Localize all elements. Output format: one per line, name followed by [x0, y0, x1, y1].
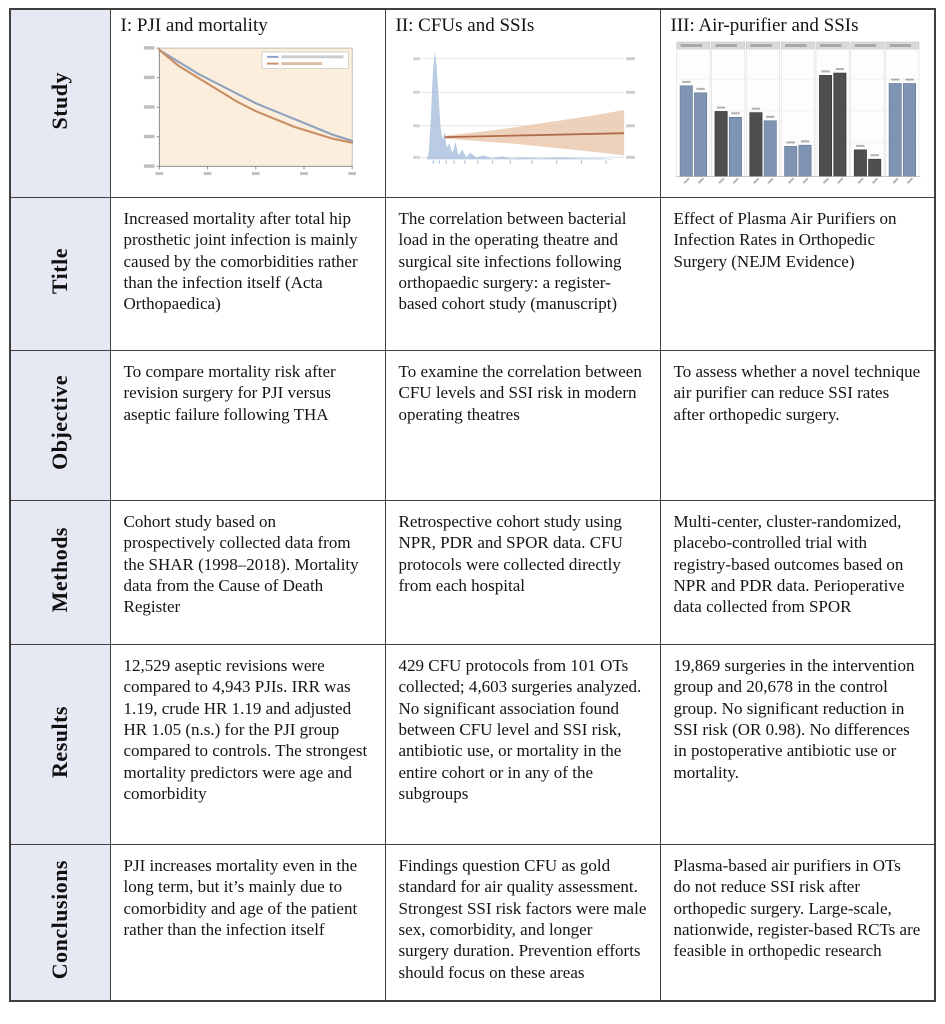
studies-summary-table: [9, 8, 936, 1002]
survival-curves-thumbnail: [140, 40, 358, 188]
title-cell-1: Increased mortality after total hip prosthetic joint infection is mainly caused by the comorbidities rather than the infection itself (Acta Orthopaedica): [110, 197, 385, 350]
faceted-bars-thumbnail: [675, 40, 921, 186]
conclusions-cell-3: Plasma-based air purifiers in OTs do not reduce SSI risk after orthopedic surgery. Large-scale, nationwide, register-based RCTs are feasible in orthopedic research: [660, 844, 935, 1001]
row-label-title: [10, 197, 110, 350]
results-cell-3: 19,869 surgeries in the intervention group and 20,678 in the control group. No significant reduction in SSI risk (OR 0.98). No differences in postoperative antibiotic use or mortality.: [660, 644, 935, 844]
row-label-methods-text: Methods: [47, 527, 73, 613]
study-panel-title-3: III: Air-purifier and SSIs: [670, 15, 859, 36]
study-cell-2: [385, 9, 660, 197]
methods-cell-3: Multi-center, cluster-randomized, placebo-controlled trial with registry-based outcomes based on NPR and PDR data. Perioperative data collected from SPOR: [660, 500, 935, 644]
table-row-conclusions: [10, 844, 935, 1001]
chart-wrap-3: [671, 40, 927, 191]
row-label-conclusions-text: Conclusions: [47, 860, 73, 980]
row-label-methods: [10, 500, 110, 644]
objective-cell-1: To compare mortality risk after revision surgery for PJI versus aseptic failure following THA: [110, 350, 385, 500]
row-label-study-text: Study: [47, 72, 73, 130]
row-label-study: [10, 9, 110, 197]
study-cell-3: [660, 9, 935, 197]
methods-cell-2: Retrospective cohort study using NPR, PDR and SPOR data. CFU protocols were collected directly from each hospital: [385, 500, 660, 644]
objective-cell-2: To examine the correlation between CFU levels and SSI risk in modern operating theatres: [385, 350, 660, 500]
methods-cell-1: Cohort study based on prospectively collected data from the SHAR (1998–2018). Mortality data from the Cause of Death Register: [110, 500, 385, 644]
title-cell-3: Effect of Plasma Air Purifiers on Infection Rates in Orthopedic Surgery (NEJM Evidence): [660, 197, 935, 350]
row-label-title-text: Title: [47, 248, 73, 295]
conclusions-cell-1: PJI increases mortality even in the long term, but it’s mainly due to comorbidity and age of the patient rather than the infection itself: [110, 844, 385, 1001]
row-label-objective: [10, 350, 110, 500]
chart-wrap-2: [396, 40, 652, 185]
row-label-objective-text: Objective: [47, 375, 73, 471]
chart-wrap-1: [121, 40, 377, 193]
study-panel-title-1: I: PJI and mortality: [120, 15, 268, 36]
results-cell-1: 12,529 aseptic revisions were compared to 4,943 PJIs. IRR was 1.19, crude HR 1.19 and adjusted HR 1.05 (n.s.) for the PJI group compared to controls. The strongest mortality predictors were age and comorbidity: [110, 644, 385, 844]
cfu-density-band-thumbnail: [413, 40, 635, 180]
table-row-title: [10, 197, 935, 350]
row-label-results: [10, 644, 110, 844]
table-row-objective: [10, 350, 935, 500]
conclusions-cell-2: Findings question CFU as gold standard for air quality assessment. Strongest SSI risk factors were male sex, comorbidity, and longer surgery duration. Prevention efforts should focus on these areas: [385, 844, 660, 1001]
objective-cell-3: To assess whether a novel technique air purifier can reduce SSI rates after orthopedic surgery.: [660, 350, 935, 500]
study-panel-title-2: II: CFUs and SSIs: [395, 15, 535, 36]
study-cell-1: [110, 9, 385, 197]
table-row-results: [10, 644, 935, 844]
row-label-results-text: Results: [47, 705, 73, 778]
table-row-methods: [10, 500, 935, 644]
results-cell-2: 429 CFU protocols from 101 OTs collected; 4,603 surgeries analyzed. No significant association found between CFU level and SSI risk, antibiotic use, or mortality in the entire cohort or in any of the subgroups: [385, 644, 660, 844]
row-label-conclusions: [10, 844, 110, 1001]
title-cell-2: The correlation between bacterial load in the operating theatre and surgical site infections following orthopaedic surgery: a register-based cohort study (manuscript): [385, 197, 660, 350]
table-row-study: [10, 9, 935, 197]
